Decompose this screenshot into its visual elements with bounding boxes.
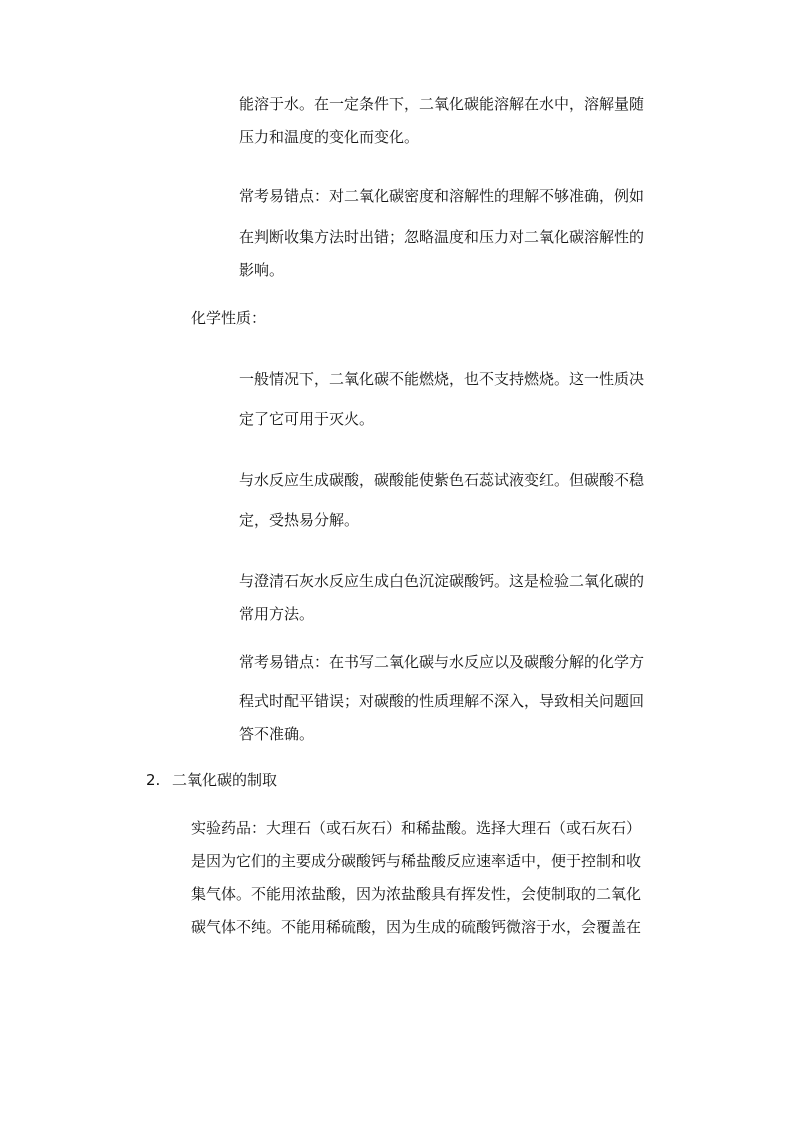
limewater-paragraph	[239, 565, 644, 631]
section-2-heading	[146, 764, 277, 797]
text-line: 是因为它们的主要成分碳酸钙与稀盐酸反应速率适中，便于控制和收	[191, 852, 642, 870]
text-line: 影响。	[239, 261, 285, 279]
text-line: 定了它可用于灭火。	[239, 410, 375, 428]
text-line: 定，受热易分解。	[239, 511, 360, 529]
chemical-properties-heading	[191, 302, 266, 335]
text-line: 与澄清石灰水反应生成白色沉淀碳酸钙。这是检验二氧化碳的	[239, 572, 645, 590]
text-line: 实验药品：大理石（或石灰石）和稀盐酸。选择大理石（或石灰石）	[191, 819, 642, 837]
combustion-paragraph	[239, 363, 644, 436]
chemical-pitfalls-paragraph	[239, 646, 644, 751]
section-number: 2.	[146, 771, 161, 789]
text-line: 常用方法。	[239, 605, 315, 623]
solubility-paragraph	[239, 88, 644, 154]
text-line: 压力和温度的变化而变化。	[239, 128, 420, 146]
physical-pitfalls-paragraph	[239, 180, 644, 287]
heading-text: 化学性质：	[191, 309, 267, 327]
text-line: 答不准确。	[239, 725, 315, 743]
text-line: 程式时配平错误；对碳酸的性质理解不深入，导致相关问题回	[239, 692, 645, 710]
text-line: 碳气体不纯。不能用稀硫酸，因为生成的硫酸钙微溶于水，会覆盖在	[191, 918, 642, 936]
text-line: 一般情况下，二氧化碳不能燃烧，也不支持燃烧。这一性质决	[239, 370, 645, 388]
section-title: 二氧化碳的制取	[172, 771, 278, 789]
text-line: 集气体。不能用浓盐酸，因为浓盐酸具有挥发性，会使制取的二氧化	[191, 885, 642, 903]
text-line: 常考易错点：对二氧化碳密度和溶解性的理解不够准确，例如	[239, 187, 645, 205]
text-line: 在判断收集方法时出错；忽略温度和压力对二氧化碳溶解性的	[239, 228, 645, 246]
water-reaction-paragraph	[239, 464, 644, 537]
text-line: 能溶于水。在一定条件下，二氧化碳能溶解在水中，溶解量随	[239, 95, 645, 113]
text-line: 常考易错点：在书写二氧化碳与水反应以及碳酸分解的化学方	[239, 653, 645, 671]
reagents-paragraph	[191, 812, 641, 944]
text-line: 与水反应生成碳酸，碳酸能使紫色石蕊试液变红。但碳酸不稳	[239, 471, 645, 489]
